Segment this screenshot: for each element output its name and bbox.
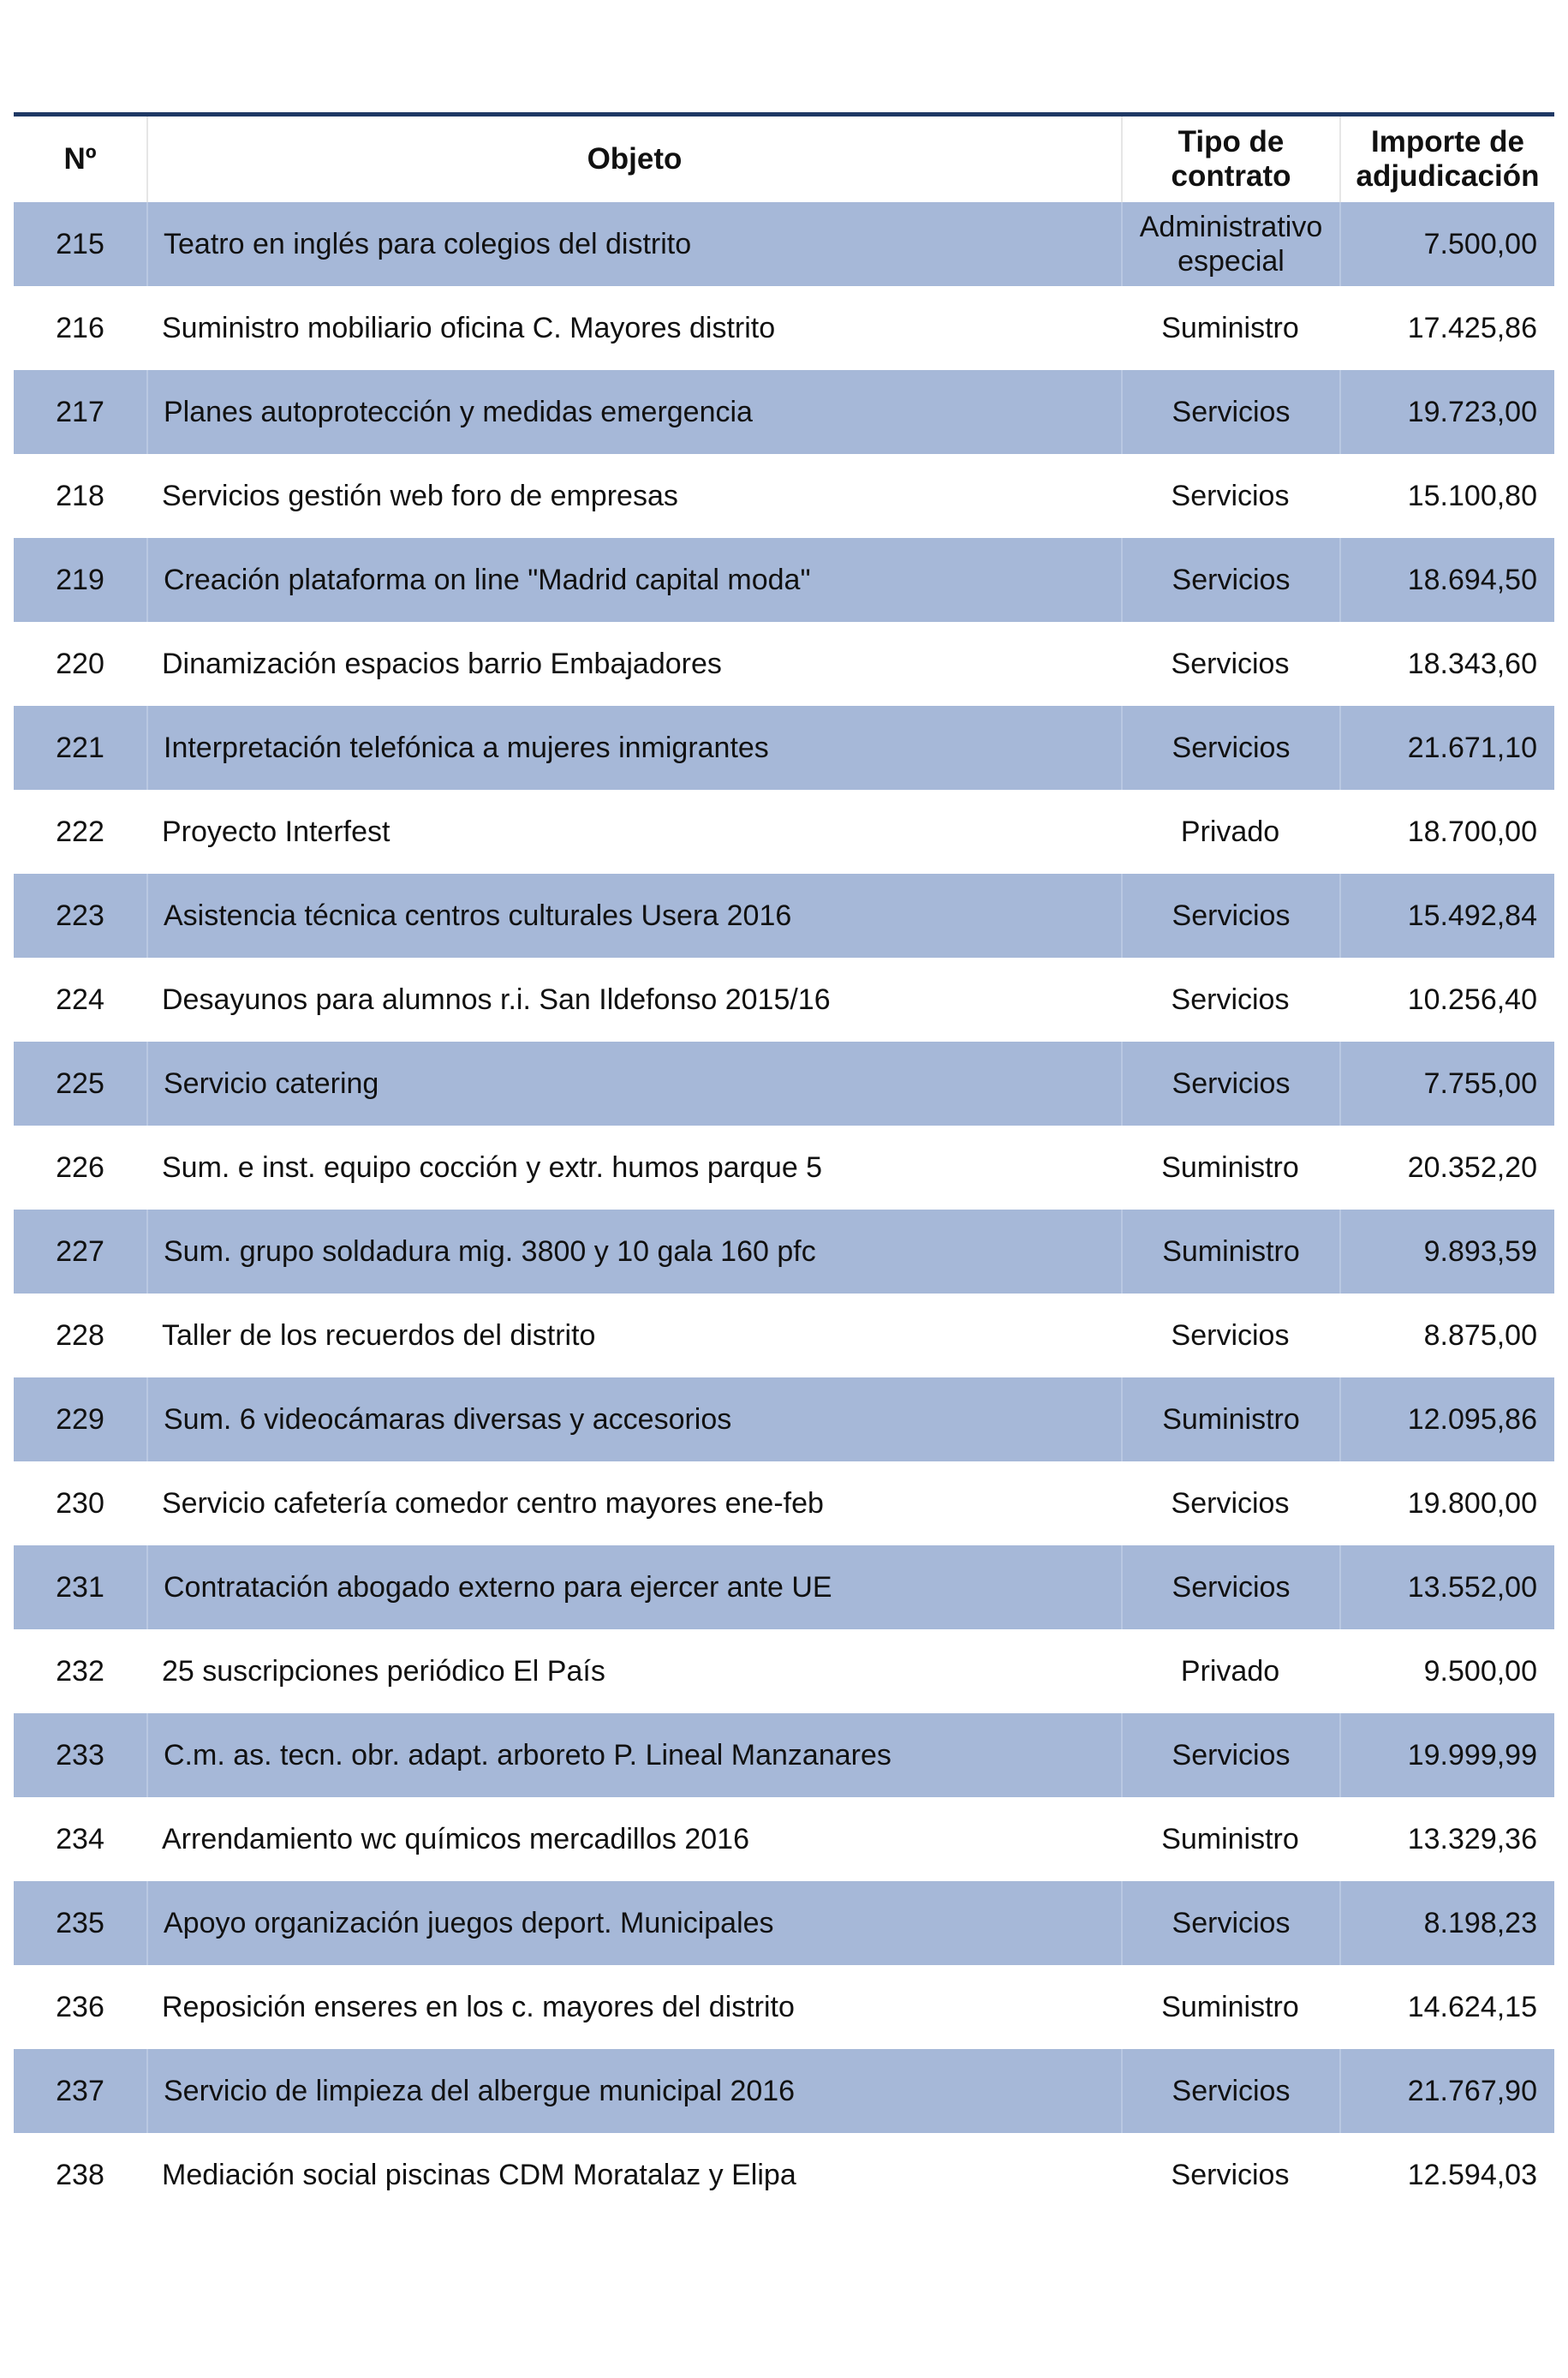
- row-tipo: Servicios: [1121, 2049, 1339, 2133]
- row-tipo: Servicios: [1171, 2159, 1290, 2191]
- row-objeto: Arrendamiento wc químicos mercadillos 2016: [162, 1823, 749, 1855]
- row-num: 224: [56, 983, 104, 1016]
- row-tipo: Suministro: [1121, 1210, 1339, 1294]
- table-row: [14, 874, 1554, 958]
- table-row: [14, 706, 1554, 790]
- row-num: 237: [56, 2075, 104, 2107]
- row-objeto: Sum. grupo soldadura mig. 3800 y 10 gala 160 pfc: [146, 1210, 1121, 1294]
- row-num: 226: [56, 1151, 104, 1184]
- table-row: [14, 1881, 1554, 1965]
- row-tipo: Suministro: [1161, 1151, 1299, 1184]
- row-importe: 12.095,86: [1339, 1377, 1554, 1461]
- row-objeto: Sum. e inst. equipo cocción y extr. humos parque 5: [162, 1151, 823, 1184]
- table-header-row: [14, 117, 1554, 202]
- row-tipo: Servicios: [1121, 538, 1339, 622]
- table-row: [14, 1294, 1554, 1377]
- header-importe-line2: adjudicación: [1356, 159, 1540, 193]
- row-tipo: Servicios: [1121, 874, 1339, 958]
- table-row: [14, 286, 1554, 370]
- row-tipo: Servicios: [1171, 1487, 1290, 1520]
- header-importe-line1: Importe de: [1371, 125, 1524, 158]
- row-objeto: Asistencia técnica centros culturales Usera 2016: [146, 874, 1121, 958]
- row-num: 225: [56, 1067, 104, 1100]
- row-objeto: Taller de los recuerdos del distrito: [162, 1319, 596, 1352]
- table-row: [14, 454, 1554, 538]
- row-tipo-line2: especial: [1177, 245, 1285, 278]
- table-row: [14, 622, 1554, 706]
- row-tipo: Suministro: [1161, 1823, 1299, 1855]
- table-body: [14, 202, 1554, 2217]
- row-num: 230: [56, 1487, 104, 1520]
- table-row: [14, 1042, 1554, 1126]
- row-importe: 7.755,00: [1339, 1042, 1554, 1126]
- row-importe: 18.694,50: [1339, 538, 1554, 622]
- header-tipo-line2: contrato: [1171, 159, 1291, 193]
- row-objeto: Teatro en inglés para colegios del distrito: [146, 202, 1121, 286]
- row-tipo-line1: Administrativo: [1139, 211, 1323, 243]
- row-importe: 9.500,00: [1423, 1655, 1537, 1688]
- table-row: [14, 1629, 1554, 1713]
- row-num: 236: [56, 1991, 104, 2023]
- table-row: [14, 1461, 1554, 1545]
- row-objeto: Desayunos para alumnos r.i. San Ildefonso 2015/16: [162, 983, 831, 1016]
- row-importe: 15.492,84: [1339, 874, 1554, 958]
- row-importe: 15.100,80: [1407, 480, 1537, 512]
- table-row: [14, 1545, 1554, 1629]
- table-row: [14, 2133, 1554, 2217]
- row-num: 216: [56, 312, 104, 344]
- row-importe: 19.800,00: [1407, 1487, 1537, 1520]
- row-objeto: Dinamización espacios barrio Embajadores: [162, 648, 722, 680]
- table-row: [14, 1377, 1554, 1461]
- row-tipo: Suministro: [1161, 312, 1299, 344]
- row-objeto: Servicios gestión web foro de empresas: [162, 480, 678, 512]
- row-num: 228: [56, 1319, 104, 1352]
- row-num: 235: [56, 1907, 104, 1939]
- table-row: [14, 1797, 1554, 1881]
- row-importe: 10.256,40: [1407, 983, 1537, 1016]
- row-importe: 18.343,60: [1407, 648, 1537, 680]
- row-tipo: Servicios: [1121, 1545, 1339, 1629]
- row-tipo: Servicios: [1121, 1881, 1339, 1965]
- row-num: 227: [56, 1235, 104, 1268]
- row-tipo: Servicios: [1171, 648, 1290, 680]
- row-tipo: Servicios: [1121, 1042, 1339, 1126]
- row-tipo: Servicios: [1171, 480, 1290, 512]
- table-row: [14, 1126, 1554, 1210]
- row-tipo: Servicios: [1121, 1713, 1339, 1797]
- row-tipo: Servicios: [1121, 370, 1339, 454]
- row-tipo: Servicios: [1121, 706, 1339, 790]
- row-num: 223: [56, 899, 104, 932]
- row-num: 233: [56, 1739, 104, 1772]
- row-importe: 21.671,10: [1339, 706, 1554, 790]
- row-num: 232: [56, 1655, 104, 1688]
- row-num: 219: [56, 564, 104, 596]
- row-importe: 20.352,20: [1407, 1151, 1537, 1184]
- table-row: [14, 202, 1554, 286]
- row-importe: 8.875,00: [1423, 1319, 1537, 1352]
- row-objeto: Apoyo organización juegos deport. Municipales: [146, 1881, 1121, 1965]
- row-importe: 21.767,90: [1339, 2049, 1554, 2133]
- row-importe: 8.198,23: [1339, 1881, 1554, 1965]
- row-num: 222: [56, 816, 104, 848]
- row-importe: 9.893,59: [1339, 1210, 1554, 1294]
- row-num: 215: [56, 228, 104, 260]
- row-objeto: Reposición enseres en los c. mayores del distrito: [162, 1991, 795, 2023]
- row-num: 218: [56, 480, 104, 512]
- row-objeto: Mediación social piscinas CDM Moratalaz y Elipa: [162, 2159, 796, 2191]
- table-row: [14, 958, 1554, 1042]
- row-objeto: Servicio cafetería comedor centro mayores ene-feb: [162, 1487, 824, 1520]
- row-importe: 18.700,00: [1407, 816, 1537, 848]
- row-num: 231: [56, 1571, 104, 1604]
- header-importe: [1339, 117, 1554, 202]
- row-objeto: Interpretación telefónica a mujeres inmigrantes: [146, 706, 1121, 790]
- row-num: 217: [56, 396, 104, 428]
- row-num: 221: [56, 732, 104, 764]
- row-objeto: Proyecto Interfest: [162, 816, 391, 848]
- row-tipo: [1121, 202, 1339, 286]
- row-objeto: Suministro mobiliario oficina C. Mayores distrito: [162, 312, 776, 344]
- row-objeto: Planes autoprotección y medidas emergencia: [146, 370, 1121, 454]
- table-row: [14, 1713, 1554, 1797]
- row-tipo: Privado: [1180, 816, 1280, 848]
- row-objeto: 25 suscripciones periódico El País: [162, 1655, 605, 1688]
- header-tipo-line1: Tipo de: [1177, 125, 1285, 158]
- row-importe: 7.500,00: [1339, 202, 1554, 286]
- row-tipo: Suministro: [1161, 1991, 1299, 2023]
- header-objeto: Objeto: [146, 117, 1121, 202]
- contracts-table: [14, 112, 1554, 2217]
- header-num: Nº: [63, 142, 97, 176]
- table-row: [14, 790, 1554, 874]
- row-tipo: Servicios: [1171, 1319, 1290, 1352]
- row-objeto: C.m. as. tecn. obr. adapt. arboreto P. Lineal Manzanares: [146, 1713, 1121, 1797]
- table-row: [14, 538, 1554, 622]
- row-importe: 12.594,03: [1407, 2159, 1537, 2191]
- row-importe: 19.723,00: [1339, 370, 1554, 454]
- row-importe: 13.329,36: [1407, 1823, 1537, 1855]
- row-objeto: Contratación abogado externo para ejercer ante UE: [146, 1545, 1121, 1629]
- row-objeto: Sum. 6 videocámaras diversas y accesorios: [146, 1377, 1121, 1461]
- table-row: [14, 370, 1554, 454]
- row-importe: 19.999,99: [1339, 1713, 1554, 1797]
- table-row: [14, 2049, 1554, 2133]
- row-num: 220: [56, 648, 104, 680]
- row-num: 238: [56, 2159, 104, 2191]
- row-tipo: Privado: [1180, 1655, 1280, 1688]
- row-importe: 17.425,86: [1407, 312, 1537, 344]
- row-objeto: Servicio de limpieza del albergue municipal 2016: [146, 2049, 1121, 2133]
- header-tipo: [1121, 117, 1339, 202]
- row-num: 229: [56, 1403, 104, 1436]
- row-num: 234: [56, 1823, 104, 1855]
- row-importe: 13.552,00: [1339, 1545, 1554, 1629]
- row-importe: 14.624,15: [1407, 1991, 1537, 2023]
- row-tipo: Suministro: [1121, 1377, 1339, 1461]
- table-row: [14, 1965, 1554, 2049]
- row-tipo: Servicios: [1171, 983, 1290, 1016]
- row-objeto: Servicio catering: [146, 1042, 1121, 1126]
- row-objeto: Creación plataforma on line "Madrid capital moda": [146, 538, 1121, 622]
- table-row: [14, 1210, 1554, 1294]
